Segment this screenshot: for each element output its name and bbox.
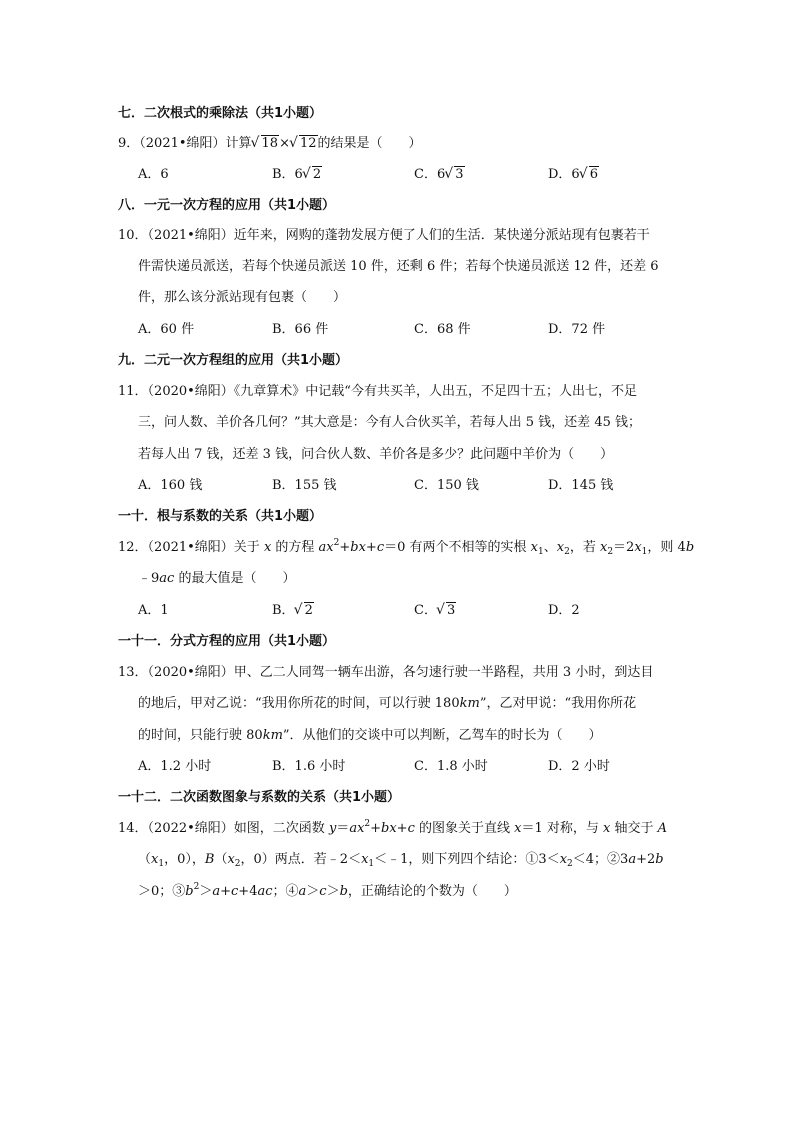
- q13-option-b[interactable]: B．1.6 小时: [272, 759, 346, 774]
- q10-option-a[interactable]: A．60 件: [138, 322, 195, 337]
- q9-option-b[interactable]: B．6√ 2: [272, 165, 322, 185]
- question-9: [118, 134, 678, 154]
- question-10-line-2: 件需快递员派送，若每个快递员派送 10 件，还剩 6 件；若每个快递员派送 12 件，还差 6: [138, 259, 659, 274]
- q9-prefix: 9．（2021•绵阳）计算: [118, 136, 252, 151]
- q12-option-c[interactable]: C．√ 3: [414, 601, 456, 621]
- q9-radicand-1: 18: [261, 136, 279, 151]
- q9-radicand-2: 12: [299, 136, 317, 151]
- section-heading-9: 九．二元一次方程组的应用（共1小题）: [118, 353, 349, 368]
- q9-options: [138, 165, 678, 185]
- sqrt-symbol: √ 2: [303, 165, 322, 185]
- q13-option-d[interactable]: D．2 小时: [548, 759, 610, 774]
- q13-option-a[interactable]: A．1.2 小时: [138, 759, 212, 774]
- question-10-line-3: 件，那么该分派站现有包裹（ ）: [138, 290, 347, 305]
- question-11-line-2: 三，问人数、羊价各几何？”其大意是：今有人合伙买羊，若每人出 5 钱，还差 45 钱；: [138, 415, 641, 430]
- section-heading-8: 八．一元一次方程的应用（共1小题）: [118, 198, 336, 213]
- q10-option-d[interactable]: D．72 件: [548, 322, 606, 337]
- q10-options: [138, 320, 678, 340]
- sqrt-symbol: [290, 134, 318, 154]
- question-14-line-1: 14．（2022•绵阳）如图，二次函数 $y=ax^2+bx+c$ 的图象关于直线 x＝1 对称，与 x 轴交于 A: [118, 819, 668, 836]
- section-heading-11: 一十一．分式方程的应用（共1小题）: [118, 634, 336, 649]
- q11-option-a[interactable]: A．160 钱: [138, 478, 203, 493]
- section-heading-10: 一十．根与系数的关系（共1小题）: [118, 509, 323, 524]
- q9-suffix: 的结果是（ ）: [317, 136, 422, 151]
- sqrt-symbol: √ 3: [437, 601, 456, 621]
- q13-option-c[interactable]: C．1.8 小时: [414, 759, 488, 774]
- question-14-line-3: ＞0；$③b^2>a+c+4ac$；④a＞c＞b，正确结论的个数为（ ）: [138, 882, 517, 899]
- q9-option-a[interactable]: A．6: [138, 167, 169, 182]
- question-13-line-3: 的时间，只能行驶 80km”．从他们的交谈中可以判断，乙驾车的时长为（ ）: [138, 728, 602, 743]
- question-12-line-1: 12．（2021•绵阳）关于 x 的方程 $ax^2+bx+c=0$ 有两个不相等的实根 $x_1$、$x_2$，若 $x_2=2x_1$，则 4b: [118, 538, 695, 557]
- question-11-line-3: 若每人出 7 钱，还差 3 钱，问合伙人数、羊价各是多少？此问题中羊价为（ ）: [138, 447, 614, 462]
- q11-options: [138, 476, 678, 496]
- question-10-line-1: 10．（2021•绵阳）近年来，网购的蓬勃发展方便了人们的生活．某快递分派站现有包裹若干: [118, 228, 650, 243]
- question-14-line-2: （$x_1$，0），$B(x_2$，0）两点．若$﹣2<x_1<﹣1$，则下列四个结论：$①3<x_2<4$；②3a+2b: [138, 852, 664, 869]
- sqrt-symbol: √ 3: [445, 165, 464, 185]
- q13-options: [138, 757, 678, 777]
- times-sign: ×: [279, 136, 290, 151]
- q10-option-c[interactable]: C．68 件: [414, 322, 471, 337]
- q11-option-d[interactable]: D．145 钱: [548, 478, 614, 493]
- q12-option-d[interactable]: D．2: [548, 603, 580, 618]
- q9-option-d[interactable]: D．6√ 6: [548, 165, 599, 185]
- sqrt-symbol: [252, 134, 280, 154]
- q12-option-b[interactable]: B．√ 2: [272, 601, 314, 621]
- q11-option-c[interactable]: C．150 钱: [414, 478, 479, 493]
- section-heading-12: 一十二．二次函数图象与系数的关系（共1小题）: [118, 790, 401, 805]
- sqrt-symbol: √ 6: [580, 165, 599, 185]
- question-11-line-1: 11．（2020•绵阳）《九章算术》中记载“今有共买羊，人出五，不足四十五；人出七，不足: [118, 384, 637, 399]
- sqrt-symbol: √ 2: [295, 601, 314, 621]
- question-12-line-2: ﹣9ac 的最大值是（ ）: [138, 571, 296, 586]
- q12-option-a[interactable]: A．1: [138, 603, 169, 618]
- q12-options: [138, 601, 678, 621]
- q11-option-b[interactable]: B．155 钱: [272, 478, 337, 493]
- q9-option-c[interactable]: C．6√ 3: [414, 165, 465, 185]
- section-heading-7: 七．二次根式的乘除法（共1小题）: [118, 106, 323, 121]
- question-13-line-1: 13．（2020•绵阳）甲、乙二人同驾一辆车出游，各匀速行驶一半路程，共用 3 小时，到达目: [118, 665, 654, 680]
- question-13-line-2: 的地后，甲对乙说：“我用你所花的时间，可以行驶 180km”，乙对甲说：“我用你所花: [138, 696, 637, 711]
- q10-option-b[interactable]: B．66 件: [272, 322, 329, 337]
